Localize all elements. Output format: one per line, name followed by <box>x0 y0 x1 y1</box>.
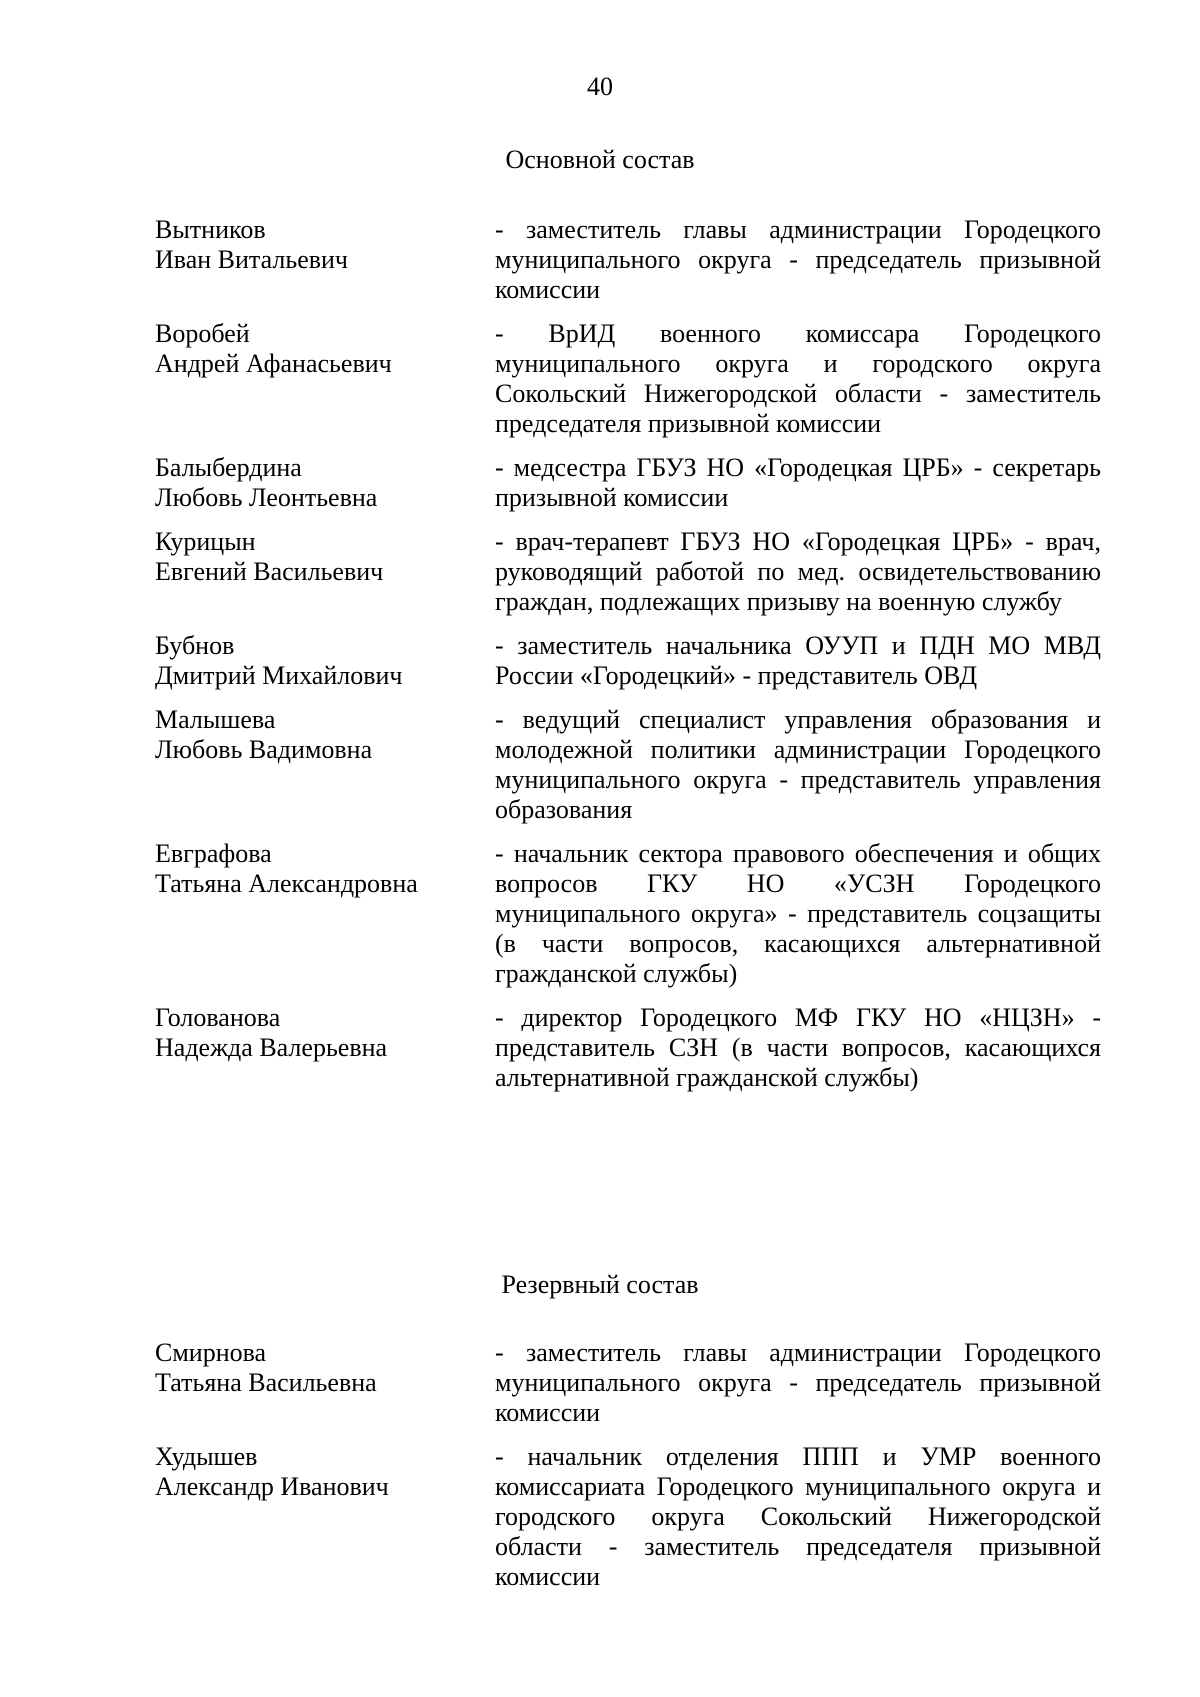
member-role: - ВрИД военного комиссара Городецкого муниципального округа и городского округа Сокольский Нижегородской области - заместитель председателя призывной комиссии <box>495 319 1101 438</box>
main-composition-title: Основной состав <box>505 145 695 174</box>
member-name <box>155 527 495 617</box>
member-role: - директор Городецкого МФ ГКУ НО «НЦЗН» - представитель СЗН (в части вопросов, касающихся альтернативной гражданской службы) <box>495 1003 1101 1092</box>
member-last-name: Евграфова <box>155 839 272 868</box>
member-row <box>155 705 1101 825</box>
member-last-name: Бубнов <box>155 631 235 660</box>
member-role: - ведущий специалист управления образования и молодежной политики администрации Городецкого муниципального округа - представитель управления образования <box>495 705 1101 824</box>
member-role: - медсестра ГБУЗ НО «Городецкая ЦРБ» - секретарь призывной комиссии <box>495 453 1101 512</box>
member-first-name: Андрей Афанасьевич <box>155 349 392 378</box>
member-name <box>155 319 495 439</box>
member-name <box>155 1442 495 1592</box>
member-name <box>155 839 495 989</box>
member-name <box>155 1338 495 1428</box>
member-row <box>155 453 1101 513</box>
member-row <box>155 527 1101 617</box>
member-name <box>155 705 495 825</box>
member-name <box>155 1003 495 1093</box>
reserve-members-list <box>155 1338 1101 1606</box>
member-row <box>155 1338 1101 1428</box>
member-last-name: Курицын <box>155 527 256 556</box>
member-last-name: Малышева <box>155 705 276 734</box>
member-row <box>155 1003 1101 1093</box>
member-first-name: Любовь Леонтьевна <box>155 483 378 512</box>
member-row <box>155 319 1101 439</box>
member-row <box>155 839 1101 989</box>
member-first-name: Дмитрий Михайлович <box>155 661 403 690</box>
member-row <box>155 631 1101 691</box>
member-first-name: Любовь Вадимовна <box>155 735 373 764</box>
member-last-name: Худышев <box>155 1442 258 1471</box>
member-first-name: Евгений Васильевич <box>155 557 384 586</box>
member-first-name: Иван Витальевич <box>155 245 349 274</box>
page-number: 40 <box>587 72 613 101</box>
member-first-name: Александр Иванович <box>155 1472 389 1501</box>
member-role: - заместитель главы администрации Городецкого муниципального округа - председатель призывной комиссии <box>495 215 1101 304</box>
member-role: - начальник сектора правового обеспечения и общих вопросов ГКУ НО «УСЗН Городецкого муниципального округа» - представитель соцзащиты (в части вопросов, касающихся альтернативной гражданской службы) <box>495 839 1101 988</box>
member-first-name: Татьяна Александровна <box>155 869 418 898</box>
member-row <box>155 215 1101 305</box>
reserve-composition-title: Резервный состав <box>501 1270 699 1299</box>
member-last-name: Вытников <box>155 215 266 244</box>
member-name <box>155 631 495 691</box>
member-role: - заместитель главы администрации Городецкого муниципального округа - председатель призывной комиссии <box>495 1338 1101 1427</box>
member-name <box>155 453 495 513</box>
member-last-name: Воробей <box>155 319 250 348</box>
member-first-name: Надежда Валерьевна <box>155 1033 388 1062</box>
main-members-list <box>155 215 1101 1107</box>
member-row <box>155 1442 1101 1592</box>
member-role: - начальник отделения ППП и УМР военного комиссариата Городецкого муниципального округа и городского округа Сокольский Нижегородской области - заместитель председателя призывной комиссии <box>495 1442 1101 1591</box>
member-role: - заместитель начальника ОУУП и ПДН МО МВД России «Городецкий» - представитель ОВД <box>495 631 1101 690</box>
member-name <box>155 215 495 305</box>
member-last-name: Голованова <box>155 1003 281 1032</box>
member-role: - врач-терапевт ГБУЗ НО «Городецкая ЦРБ» - врач, руководящий работой по мед. освидетельствованию граждан, подлежащих призыву на военную службу <box>495 527 1101 616</box>
member-last-name: Балыбердина <box>155 453 302 482</box>
member-first-name: Татьяна Васильевна <box>155 1368 377 1397</box>
member-last-name: Смирнова <box>155 1338 267 1367</box>
